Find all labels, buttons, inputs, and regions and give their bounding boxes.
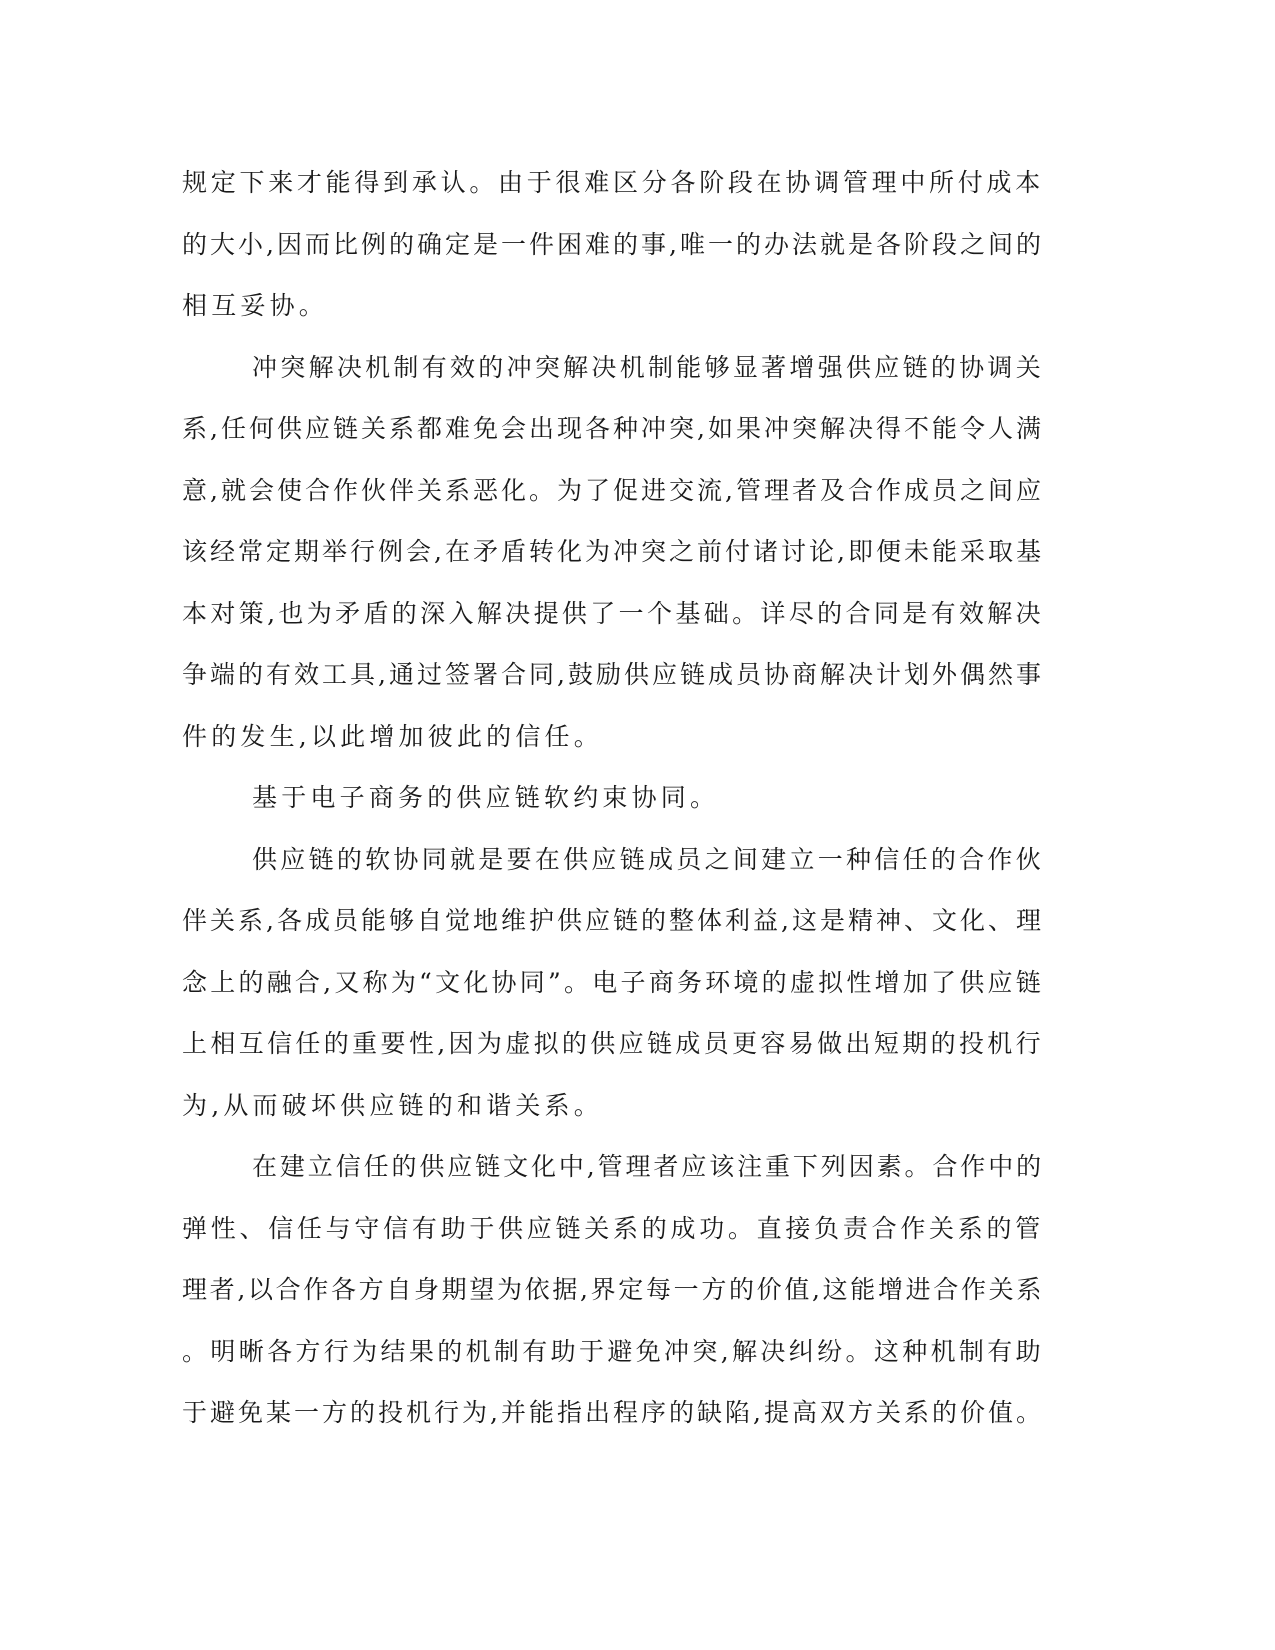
text-line: 上相互信任的重要性,因为虚拟的供应链成员更容易做出短期的投机行 [182, 1029, 1044, 1058]
text-line: 于避免某一方的投机行为,并能指出程序的缺陷,提高双方关系的价值。 [182, 1398, 1044, 1427]
text-line: 为,从而破坏供应链的和谐关系。 [182, 1090, 603, 1120]
text-line: 系,任何供应链关系都难免会出现各种冲突,如果冲突解决得不能令人满 [182, 414, 1044, 443]
text-line: 念上的融合,又称为“文化协同”。电子商务环境的虚拟性增加了供应链 [182, 967, 1044, 997]
text-line: 基于电子商务的供应链软约束协同。 [252, 783, 720, 812]
text-line: 规定下来才能得到承认。由于很难区分各阶段在协调管理中所付成本 [182, 168, 1044, 197]
text-line: 的大小,因而比例的确定是一件困难的事,唯一的办法就是各阶段之间的 [182, 229, 1044, 259]
text-line: 本对策,也为矛盾的深入解决提供了一个基础。详尽的合同是有效解决 [182, 598, 1044, 628]
text-line: 相互妥协。 [182, 291, 329, 320]
text-line: 。明晰各方行为结果的机制有助于避免冲突,解决纠纷。这种机制有助 [182, 1336, 1044, 1366]
text-line: 在建立信任的供应链文化中,管理者应该注重下列因素。合作中的 [252, 1152, 1044, 1181]
text-line: 件的发生,以此增加彼此的信任。 [182, 721, 603, 751]
text-line: 理者,以合作各方自身期望为依据,界定每一方的价值,这能增进合作关系 [182, 1275, 1044, 1304]
text-line: 供应链的软协同就是要在供应链成员之间建立一种信任的合作伙 [252, 844, 1044, 874]
body-text [182, 152, 1044, 1444]
text-line: 伴关系,各成员能够自觉地维护供应链的整体利益,这是精神、文化、理 [182, 906, 1044, 935]
text-line: 意,就会使合作伙伴关系恶化。为了促进交流,管理者及合作成员之间应 [182, 475, 1044, 505]
text-line: 弹性、信任与守信有助于供应链关系的成功。直接负责合作关系的管 [182, 1213, 1044, 1243]
text-line: 冲突解决机制有效的冲突解决机制能够显著增强供应链的协调关 [252, 352, 1044, 382]
text-line: 争端的有效工具,通过签署合同,鼓励供应链成员协商解决计划外偶然事 [182, 660, 1044, 689]
text-line: 该经常定期举行例会,在矛盾转化为冲突之前付诸讨论,即便未能采取基 [182, 537, 1044, 566]
